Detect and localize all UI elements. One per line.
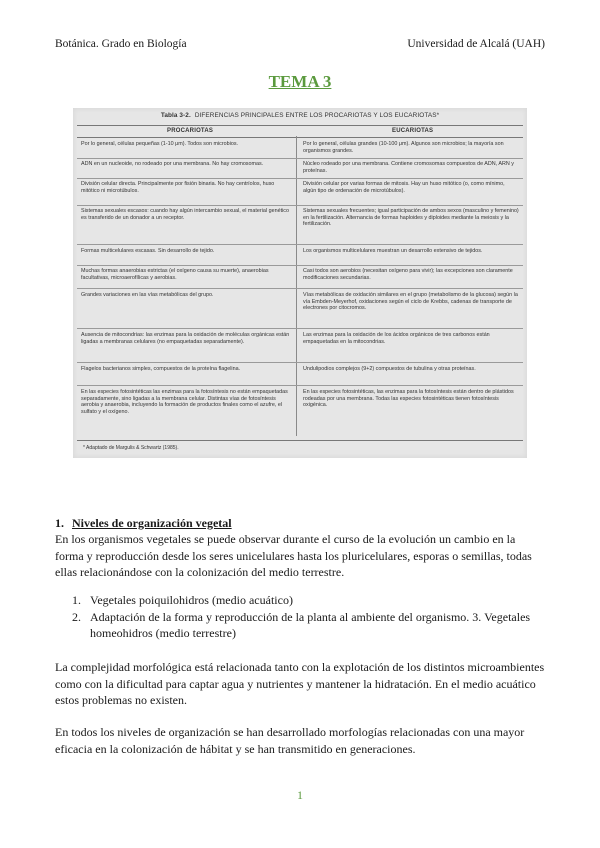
- col-header-prokaryotes: PROCARIOTAS: [167, 128, 214, 134]
- cell-prokaryotes: En las especies fotosintéticas las enzimas para la fotosíntesis no están empaquetadas separadamente, sino ligadas a la membrana celular. Distintas vías de fotosíntesis aerobia y anaerobia, incluyendo la formación de productos finales como el azufre, el sulfato y el oxígeno.: [81, 389, 288, 415]
- row-divider: [77, 385, 523, 386]
- cell-prokaryotes: Por lo general, células pequeñas (1-10 μm). Todos son microbios.: [81, 141, 239, 147]
- table-caption-number: Tabla 3-2.: [160, 112, 191, 119]
- cell-prokaryotes: Ausencia de mitocondrias: las enzimas para la oxidación de moléculas orgánicas están ligadas a membranas celulares (no empaquetadas separadamente).: [81, 332, 290, 345]
- row-divider: [77, 205, 523, 206]
- cell-prokaryotes: ADN en un nucleoide, no rodeado por una membrana. No hay cromosomas.: [81, 161, 264, 167]
- row-divider: [77, 328, 523, 329]
- row-divider: [77, 244, 523, 245]
- table-caption: [73, 112, 527, 119]
- paragraph: En todos los niveles de organización se han desarrollado morfologías relacionadas con una mayor eficacia en la colonización de hábitat y se han transmitido en generaciones.: [55, 725, 525, 756]
- list-item-number: 2.: [72, 609, 81, 624]
- row-divider: [77, 362, 523, 363]
- section-heading: [55, 515, 545, 532]
- list-item: [72, 609, 545, 642]
- cell-eukaryotes: Los organismos multicelulares muestran un desarrollo extensivo de tejidos.: [303, 248, 483, 254]
- paragraph: La complejidad morfológica está relacionada tanto con la explotación de los distintos microambientes como con la dificultad para captar agua y nutrientes y mantener la hidratación. En el medio acuático estos problemas no existen.: [55, 660, 545, 707]
- table-header: [77, 125, 523, 138]
- table-caption-text: DIFERENCIAS PRINCIPALES ENTRE LOS PROCARIOTAS Y LOS EUCARIOTAS*: [194, 112, 440, 119]
- cell-eukaryotes: Las enzimas para la oxidación de los ácidos orgánicos de tres carbonos están empaquetadas en la mitocondrias.: [303, 332, 490, 345]
- section-title: Niveles de organización vegetal: [72, 516, 232, 530]
- cell-eukaryotes: Vías metabólicas de oxidación similares en el grupo (metabolismo de la glucosa) según la vía Embden-Meyerhof, oxidaciones según el ciclo de Krebbs, cadenas de transporte de electrones por citocromos.: [303, 292, 518, 312]
- column-divider: [296, 136, 297, 436]
- list-item: [72, 592, 545, 609]
- table-footnote: * Adaptado de Margulis & Schwartz (1985).: [77, 440, 523, 454]
- header-course: Botánica. Grado en Biología: [55, 38, 187, 50]
- cell-prokaryotes: Sistemas sexuales escasos: cuando hay algún intercambio sexual, el material genético es transferido de un donador a un receptor.: [81, 208, 289, 221]
- page-title: TEMA 3: [268, 72, 332, 91]
- cell-prokaryotes: Muchas formas anaerobias estrictas (el oxígeno causa su muerte), anaerobias facultativas, microaerofílicas y aerobias.: [81, 268, 269, 281]
- list-item-number: 1.: [72, 593, 81, 607]
- cell-prokaryotes: División celular directa. Principalmente por fisión binaria. No hay centríolos, huso mitótico ni microtúbulos.: [81, 181, 275, 194]
- section-number: 1.: [55, 516, 64, 530]
- cell-eukaryotes: Casi todos son aerobios (necesitan oxígeno para vivir); las excepciones son claramente modificaciones secundarias.: [303, 268, 513, 281]
- header-university: Universidad de Alcalá (UAH): [407, 38, 545, 50]
- cell-prokaryotes: Flagelos bacterianos simples, compuestos de la proteína flagelina.: [81, 366, 241, 372]
- cell-eukaryotes: División celular por varias formas de mitosis. Hay un huso mitótico (o, como mínimo, algún tipo de ordenación de microtúbulos).: [303, 181, 505, 194]
- cell-prokaryotes: Grandes variaciones en las vías metabólicas del grupo.: [81, 292, 214, 298]
- col-header-eukaryotes: EUCARIOTAS: [392, 128, 434, 134]
- list-item-text: Adaptación de la forma y reproducción de la planta al ambiente del organismo. 3. Vegetales homeohidros (medio terrestre): [90, 609, 531, 640]
- row-divider: [77, 178, 523, 179]
- cell-eukaryotes: En las especies fotosintéticas, las enzimas para la fotosíntesis están dentro de plástidos rodeadas por una membrana. Todas las especies fotosintéticas tienen fotosíntesis oxigénica.: [303, 389, 514, 409]
- numbered-list: [72, 592, 545, 642]
- cell-prokaryotes: Formas multicelulares escasas. Sin desarrollo de tejido.: [81, 248, 215, 254]
- cell-eukaryotes: Undulipodios complejos (9+2) compuestos de tubulina y otras proteínas.: [303, 366, 476, 372]
- paragraph: En los organismos vegetales se puede observar durante el curso de la evolución un cambio en la forma y reproducción desde los seres unicelulares hasta los pluricelulares, esporas o semillas, todas ellas relacionándose con la colonización del medio terrestre.: [55, 532, 532, 579]
- scanned-table-image: [73, 108, 527, 458]
- cell-eukaryotes: Sistemas sexuales frecuentes; igual participación de ambos sexos (masculino y femenino) en la fertilización. Alternancia de formas haploides y diploides mediante la meiosis y la fertilización.: [303, 208, 519, 228]
- row-divider: [77, 265, 523, 266]
- list-item-text: Vegetales poiquilohidros (medio acuático): [90, 593, 293, 607]
- cell-eukaryotes: Núcleo rodeado por una membrana. Contiene cromosomas compuestos de ADN, ARN y proteínas.: [303, 161, 514, 174]
- page-number: 1: [297, 788, 303, 802]
- page-header: [55, 38, 545, 50]
- cell-eukaryotes: Por lo general, células grandes (10-100 μm). Algunos son microbios; la mayoría son organismos grandes.: [303, 141, 504, 154]
- row-divider: [77, 158, 523, 159]
- row-divider: [77, 288, 523, 289]
